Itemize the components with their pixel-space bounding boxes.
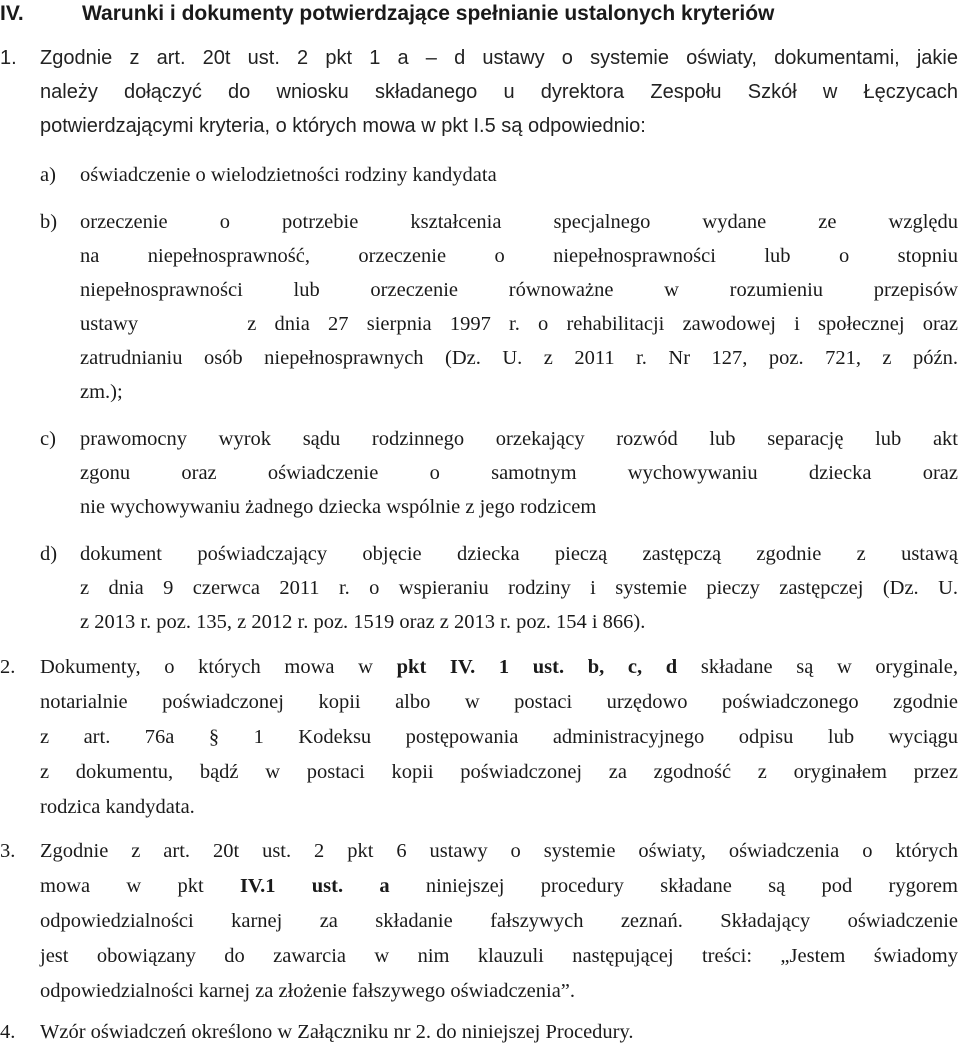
subpoint-a-label: a) <box>40 164 56 186</box>
point-3-number: 3. <box>0 840 16 862</box>
subpoint-b-line: ustawy z dnia 27 sierpnia 1997 r. o rehabilitacji zawodowej i społecznej oraz <box>80 313 958 335</box>
point-1-line: potwierdzającymi kryteria, o których mowa w pkt I.5 są odpowiednio: <box>40 115 646 137</box>
point-1-line: należy dołączyć do wniosku składanego u dyrektora Zespołu Szkół w Łęczycach <box>40 81 958 103</box>
subpoint-a-line: oświadczenie o wielodzietności rodziny kandydata <box>80 164 497 186</box>
point-3-text: niniejszej procedury składane są pod rygorem <box>389 875 958 897</box>
point-3-reference: IV.1 ust. a <box>239 875 390 897</box>
point-4-number: 4. <box>0 1021 16 1043</box>
subpoint-b-line: zm.); <box>80 381 123 403</box>
subpoint-c-line: prawomocny wyrok sądu rodzinnego orzekający rozwód lub separację lub akt <box>80 428 958 450</box>
point-2-line: z art. 76a § 1 Kodeksu postępowania administracyjnego odpisu lub wyciągu <box>40 726 958 748</box>
point-1-number: 1. <box>0 47 17 69</box>
section-number: IV. <box>0 2 24 25</box>
subpoint-c-label: c) <box>40 428 56 450</box>
point-3-line: jest obowiązany do zawarcia w nim klauzuli następującej treści: „Jestem świadomy <box>40 945 958 967</box>
subpoint-d-line: z dnia 9 czerwca 2011 r. o wspieraniu rodziny i systemie pieczy zastępczej (Dz. U. <box>80 577 958 599</box>
point-3-text: mowa w pkt <box>40 875 240 897</box>
subpoint-b-line: zatrudnianiu osób niepełnosprawnych (Dz. U. z 2011 r. Nr 127, poz. 721, z późn. <box>80 347 958 369</box>
point-3-line <box>40 869 958 904</box>
subpoint-b-line: orzeczenie o potrzebie kształcenia specjalnego wydane ze względu <box>80 211 958 233</box>
subpoint-d-label: d) <box>40 543 58 565</box>
section-title: Warunki i dokumenty potwierdzające spełnianie ustalonych kryteriów <box>82 2 775 25</box>
point-3-line: odpowiedzialności karnej za składanie fałszywych zeznań. Składający oświadczenie <box>40 910 958 932</box>
subpoint-c-line: zgonu oraz oświadczenie o samotnym wychowywaniu dziecka oraz <box>80 462 958 484</box>
subpoint-b-line: na niepełnosprawność, orzeczenie o niepełnosprawności lub o stopniu <box>80 245 958 267</box>
point-2-text: Dokumenty, o których mowa w <box>40 656 397 678</box>
subpoint-c-line: nie wychowywaniu żadnego dziecka wspólnie z jego rodzicem <box>80 496 597 518</box>
point-2-line: rodzica kandydata. <box>40 796 195 818</box>
point-2-line <box>40 650 958 685</box>
subpoint-b-line: niepełnosprawności lub orzeczenie równoważne w rozumieniu przepisów <box>80 279 958 301</box>
point-3-line: odpowiedzialności karnej za złożenie fałszywego oświadczenia”. <box>40 980 576 1002</box>
point-2-reference: pkt IV. 1 ust. b, c, d <box>396 656 678 678</box>
subpoint-d-line: z 2013 r. poz. 135, z 2012 r. poz. 1519 oraz z 2013 r. poz. 154 i 866). <box>80 611 646 633</box>
subpoint-b-label: b) <box>40 211 58 233</box>
point-1-line: Zgodnie z art. 20t ust. 2 pkt 1 a – d ustawy o systemie oświaty, dokumentami, jakie <box>40 47 958 69</box>
section-heading <box>0 1 958 27</box>
point-3-line: Zgodnie z art. 20t ust. 2 pkt 6 ustawy o systemie oświaty, oświadczenia o których <box>40 840 958 862</box>
subpoint-d-line: dokument poświadczający objęcie dziecka pieczą zastępczą zgodnie z ustawą <box>80 543 958 565</box>
point-2-text: składane są w oryginale, <box>677 656 958 678</box>
point-2-line: z dokumentu, bądź w postaci kopii poświadczonej za zgodność z oryginałem przez <box>40 761 958 783</box>
point-4-line: Wzór oświadczeń określono w Załączniku nr 2. do niniejszej Procedury. <box>40 1021 634 1043</box>
point-2-line: notarialnie poświadczonej kopii albo w postaci urzędowo poświadczonego zgodnie <box>40 691 958 713</box>
point-2-number: 2. <box>0 656 16 678</box>
